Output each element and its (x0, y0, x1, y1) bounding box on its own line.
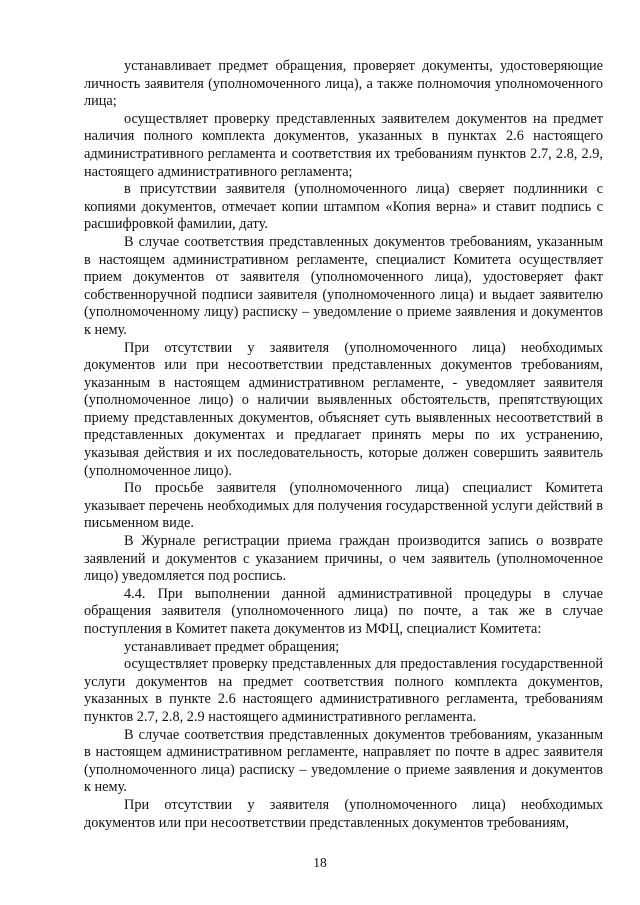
paragraph: По просьбе заявителя (уполномоченного лица) специалист Комитета указывает перечень необходимых для получения государственной услуги действий в письменном виде. (84, 480, 603, 532)
document-body (84, 58, 603, 832)
paragraph: В случае соответствия представленных документов требованиям, указанным в настоящем административном регламенте, направляет по почте в адрес заявителя (уполномоченного лица) расписку – уведомление о приеме заявления и документов к нему. (84, 726, 603, 796)
paragraph: осуществляет проверку представленных заявителем документов на предмет наличия полного комплекта документов, указанных в пунктах 2.6 настоящего административного регламента и соответствия их требованиям пунктов 2.7, 2.8, 2.9, настоящего административного регламента; (84, 110, 603, 180)
paragraph: 4.4. При выполнении данной административной процедуры в случае обращения заявителя (уполномоченного лица) по почте, а так же в случае поступления в Комитет пакета документов из МФЦ, специалист Комитета: (84, 585, 603, 637)
paragraph: в присутствии заявителя (уполномоченного лица) сверяет подлинники с копиями документов, отмечает копии штампом «Копия верна» и ставит подпись с расшифровкой фамилии, дату. (84, 181, 603, 233)
paragraph: При отсутствии у заявителя (уполномоченного лица) необходимых документов или при несоответствии представленных документов требованиям, указанным в настоящем административном регламенте, - уведомляет заявителя (уполномоченное лицо) о наличии выявленных обстоятельств, препятствующих приему представленных документов, объясняет суть выявленных несоответствий в представленных документах и предлагает принять меры по их устранению, указывая действия и их последовательность, которые должен совершить заявитель (уполномоченное лицо). (84, 339, 603, 479)
paragraph: осуществляет проверку представленных для предоставления государственной услуги документов на предмет соответствия полного комплекта документов, указанных в пункте 2.6 настоящего административного регламента, требованиям пунктов 2.7, 2.8, 2.9 настоящего административного регламента. (84, 656, 603, 725)
paragraph: В случае соответствия представленных документов требованиям, указанным в настоящем административном регламенте, специалист Комитета осуществляет прием документов от заявителя (уполномоченного лица), удостоверяет факт собственноручной подписи заявителя (уполномоченного лица) и выдает заявителю (уполномоченному лицу) расписку – уведомление о приеме заявления и документов к нему. (84, 233, 603, 338)
paragraph: В Журнале регистрации приема граждан производится запись о возврате заявлений и документов с указанием причины, о чем заявитель (уполномоченное лицо) уведомляется под роспись. (84, 533, 603, 585)
paragraph: устанавливает предмет обращения; (124, 638, 340, 655)
paragraph: При отсутствии у заявителя (уполномоченного лица) необходимых документов или при несоответствии представленных документов требованиям, (84, 796, 603, 831)
page-number: 18 (313, 855, 327, 870)
paragraph: устанавливает предмет обращения, проверяет документы, удостоверяющие личность заявителя (уполномоченного лица), а также полномочия уполномоченного лица; (84, 58, 603, 110)
